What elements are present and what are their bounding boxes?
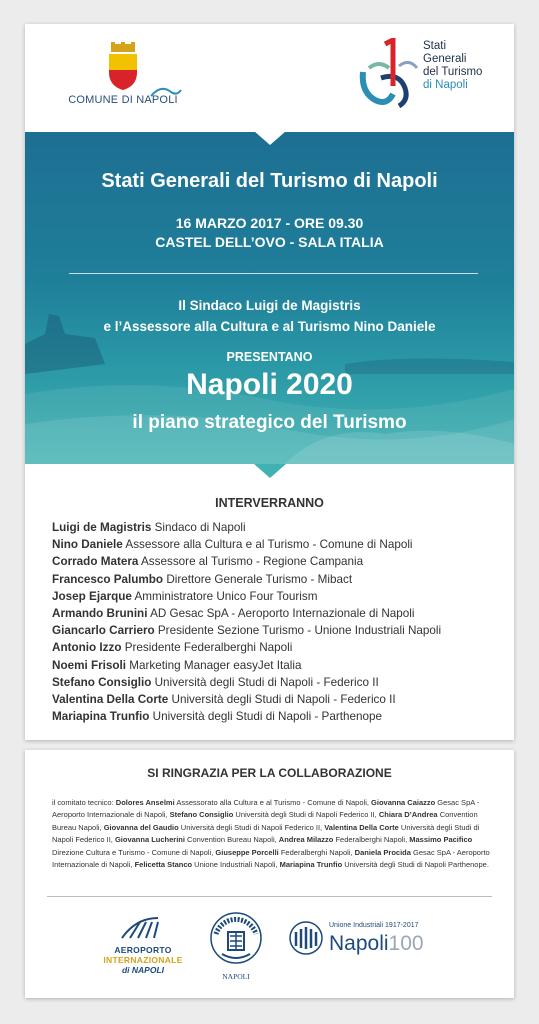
union-word: Napoli: [329, 932, 389, 955]
committee-text-segment: Federalberghi Napoli,: [278, 847, 355, 857]
speaker-role: Assessore alla Cultura e al Turismo - Comune di Napoli: [125, 538, 413, 552]
speakers-list: [52, 519, 502, 725]
divider: [69, 273, 478, 274]
committee-name: Daniela Procida: [354, 847, 411, 857]
event-banner: [25, 132, 514, 464]
speakers-title: INTERVERRANNO: [215, 496, 324, 510]
speaker-name: Giancarlo Carriero: [52, 624, 155, 638]
speaker-role: Università degli Studi di Napoli - Parthenope: [152, 710, 382, 724]
unione-emblem-icon: [287, 920, 325, 956]
notch-top: [254, 131, 286, 145]
committee-name: Stefano Consiglio: [169, 810, 234, 820]
committee-text: [52, 797, 490, 871]
speaker-role: Presidente Federalberghi Napoli: [124, 641, 293, 655]
speaker-row: [52, 588, 502, 605]
speaker-name: Noemi Frisoli: [52, 658, 127, 672]
committee-text-segment: il comitato tecnico:: [52, 798, 116, 807]
speaker-row: [52, 708, 502, 725]
speaker-row: [52, 571, 502, 588]
unione-small-label: Unione Industriali 1917-2017: [329, 922, 419, 929]
aeroporto-logo: [93, 916, 193, 975]
speaker-role: Amministratore Unico Four Tourism: [134, 589, 318, 603]
committee-text-segment: Università degli Studi di Napoli Federico II,: [52, 822, 480, 845]
speaker-name: Josep Ejarque: [52, 589, 132, 603]
speaker-row: [52, 536, 502, 553]
speaker-row: [52, 691, 502, 708]
divider: [47, 896, 492, 897]
presenter-line-2: e l’Assessore alla Cultura e al Turismo Nino Daniele: [103, 319, 436, 334]
stati-generali-mark-icon: [359, 38, 421, 110]
committee-text-segment: Assessorato alla Cultura e al Turismo - Comune di Napoli,: [174, 798, 372, 807]
speaker-name: Stefano Consiglio: [52, 675, 152, 689]
committee-name: Valentina Della Corte: [324, 822, 399, 832]
committee-name: Dolores Anselmi: [115, 798, 175, 807]
aero-line-2: INTERNAZIONALE: [103, 955, 183, 965]
speaker-row: [52, 674, 502, 691]
header: [25, 24, 514, 132]
committee-text-segment: Università degli Studi di Napoli Parthenope.: [342, 860, 489, 870]
speaker-role: Direttore Generale Turismo - Mibact: [166, 572, 353, 586]
comune-name: COMUNE DI NAPOLI: [68, 94, 178, 106]
committee-name: Massimo Pacifico: [409, 835, 473, 845]
sg-line: Stati: [423, 40, 447, 52]
main-card: [25, 24, 514, 740]
airport-icon: [118, 916, 168, 940]
banner-title: Stati Generali del Turismo di Napoli: [101, 170, 438, 192]
speaker-name: Corrado Matera: [52, 555, 139, 569]
committee-text-segment: Convention Bureau Napoli,: [52, 810, 478, 832]
subheadline: il piano strategico del Turismo: [132, 412, 407, 433]
headline: Napoli 2020: [186, 368, 353, 401]
committee-text-segment: Gesac SpA - Aeroporto Internazionale di Napoli,: [52, 798, 480, 820]
speaker-role: Università degli Studi di Napoli - Federico II: [171, 693, 396, 707]
committee-name: Chiara D’Andrea: [378, 810, 438, 820]
committee-name: Andrea Milazzo: [278, 835, 334, 845]
aero-line-1: AEROPORTO: [114, 945, 172, 955]
speaker-row: [52, 519, 502, 536]
committee-text-segment: Direzione Cultura e Turismo - Comune di Napoli,: [52, 847, 216, 857]
speaker-name: Antonio Izzo: [52, 641, 122, 655]
speaker-name: Armando Brunini: [52, 607, 148, 621]
thanks-card: [25, 750, 514, 998]
presenter-line-1: Il Sindaco Luigi de Magistris: [178, 298, 361, 313]
speaker-role: Assessore al Turismo - Regione Campania: [141, 555, 364, 569]
committee-text-segment: Convention Bureau Napoli,: [184, 835, 279, 845]
committee-name: Felicetta Stanco: [134, 860, 193, 870]
speaker-name: Francesco Palumbo: [52, 572, 164, 586]
speaker-role: Università degli Studi di Napoli - Federico II: [154, 675, 379, 689]
stati-generali-logo: [359, 38, 504, 118]
thanks-title: SI RINGRAZIA PER LA COLLABORAZIONE: [147, 766, 392, 780]
federalberghi-logo: [201, 910, 271, 981]
speaker-row: [52, 605, 502, 622]
committee-text-segment: Università degli Studi di Napoli Federico II,: [178, 822, 325, 832]
speaker-name: Mariapina Trunfio: [52, 710, 150, 724]
unione-big-label: [329, 932, 424, 956]
committee-name: Giovanna Lucherini: [114, 835, 185, 845]
event-date: 16 MARZO 2017 - ORE 09.30: [175, 215, 364, 231]
presentano-label: PRESENTANO: [226, 350, 313, 364]
committee-name: Giovanna Caiazzo: [371, 798, 436, 807]
speaker-role: Marketing Manager easyJet Italia: [129, 658, 302, 672]
speaker-row: [52, 622, 502, 639]
federalberghi-seal-icon: [208, 910, 264, 966]
committee-name: Mariapina Trunfio: [279, 860, 343, 870]
speaker-row: [52, 639, 502, 656]
event-place: CASTEL DELL’OVO - SALA ITALIA: [155, 234, 384, 250]
feder-label: NAPOLI: [222, 972, 250, 981]
committee-name: Giovanna del Gaudio: [103, 822, 179, 832]
speaker-name: Valentina Della Corte: [52, 693, 169, 707]
sg-line: di Napoli: [423, 79, 468, 91]
speaker-role: AD Gesac SpA - Aeroporto Internazionale di Napoli: [150, 607, 415, 621]
speaker-row: [52, 657, 502, 674]
sg-line: del Turismo: [423, 66, 483, 78]
speaker-role: Sindaco di Napoli: [154, 521, 246, 534]
sg-line: Generali: [423, 53, 467, 65]
committee-name: Giuseppe Porcelli: [215, 847, 279, 857]
speaker-name: Nino Daniele: [52, 538, 123, 552]
comune-logo: [63, 42, 183, 106]
union-number: 100: [388, 932, 424, 955]
speaker-name: Luigi de Magistris: [52, 521, 152, 534]
notch-bottom: [254, 464, 286, 478]
committee-text-segment: Università degli Studi di Napoli Federico II,: [233, 810, 379, 820]
crest-icon: [105, 42, 141, 90]
committee-text-segment: Unione Industriali Napoli,: [192, 860, 280, 870]
stati-generali-text: [423, 40, 482, 92]
speaker-role: Presidente Sezione Turismo - Unione Industriali Napoli: [157, 624, 442, 638]
aero-line-3: di NAPOLI: [121, 965, 165, 975]
committee-text-segment: Gesac SpA - Aeroporto Internazionale di Napoli,: [52, 847, 490, 870]
speaker-row: [52, 553, 502, 570]
committee-text-segment: Federalberghi Napoli,: [333, 835, 410, 845]
